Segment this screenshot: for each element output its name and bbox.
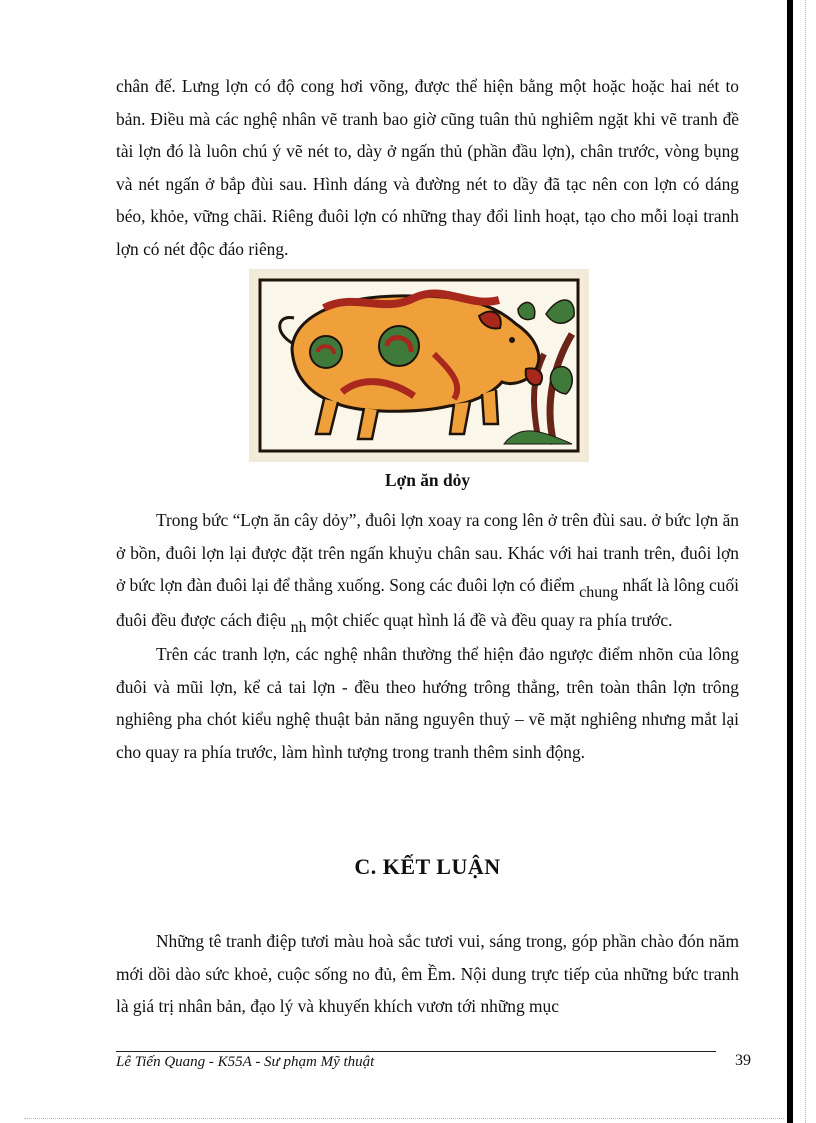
footer-divider [116,1051,716,1052]
paragraph-pig-tail [116,504,739,638]
page-number: 39 [735,1052,751,1069]
inline-word-nh: nh [290,618,307,636]
paragraph-conclusion: Những tê tranh điệp tươi màu hoà sắc tươi vui, sáng trong, góp phần chào đón năm mới dồi dào sức khoẻ, cuộc sống no đủ, êm Ềm. Nội dung trực tiếp của những bức tranh là giá trị nhân bản, đạo lý và khuyến khích vươn tới những mục [116,931,739,1016]
pig-woodcut-image [254,274,584,457]
inline-word-chung: chung [579,584,619,601]
body-text-middle [116,504,739,768]
right-dotted-edge [805,0,806,1123]
right-page-border [787,0,793,1123]
body-text-top [116,70,739,265]
pig-illustration [249,269,589,462]
paragraph-tail-mid: nhất là lông cuối đuôi đều được cách điệu [116,575,739,630]
figure-caption: Lợn ăn dỏy [384,470,471,490]
footer-author: Lê Tiến Quang - K55A - Sư phạm Mỹ thuật [116,1054,375,1070]
paragraph-tail-start: Trong bức “Lợn ăn cây dỏy”, đuôi lợn xoay ra cong lên ở trên đùi sau. ở bức lợn ăn ở bồn, đuôi lợn lại được đặt trên ngấn khuỷu chân sau. Khác với hai tranh trên, đuôi lợn ở bức lợn đàn đuôi lại để thẳng xuống. Song các đuôi lợn có điểm [116,510,739,595]
section-heading: C. KẾT LUẬN [354,854,501,879]
paragraph-tail-end: một chiếc quạt hình lá đề và đều quay ra phía trước. [310,609,673,630]
bottom-dotted-edge [24,1118,784,1119]
body-text-conclusion [116,925,739,1023]
paragraph-artisan-style: Trên các tranh lợn, các nghệ nhân thường thể hiện đảo ngược điểm nhõn của lông đuôi và mũi lợn, kể cả tai lợn - đều theo hướng trông thẳng, trên toàn thân lợn trông nghiêng pha chót kiểu nghệ thuật bản năng nguyên thuỷ – vẽ mặt nghiêng nhưng mắt lại cho quay ra phía trước, làm hình tượng trong tranh thêm sinh động. [116,644,739,762]
paragraph-pig-back: chân đế. Lưng lợn có độ cong hơi võng, được thể hiện bằng một hoặc hoặc hai nét to bản. Điều mà các nghệ nhân vẽ tranh bao giờ cũng tuân thủ nghiêm ngặt khi vẽ tranh đề tài lợn đó là luôn chú ý vẽ nét to, dày ở ngấn thủ (phần đầu lợn), chân trước, vòng bụng và nét ngấn ở bắp đùi sau. Hình dáng và đường nét to dầy đã tạc nên con lợn có dáng béo, khỏe, vững chãi. Riêng đuôi lợn có những thay đổi linh hoạt, tạo cho mỗi loại tranh lợn có nét độc đáo riêng. [116,76,739,259]
